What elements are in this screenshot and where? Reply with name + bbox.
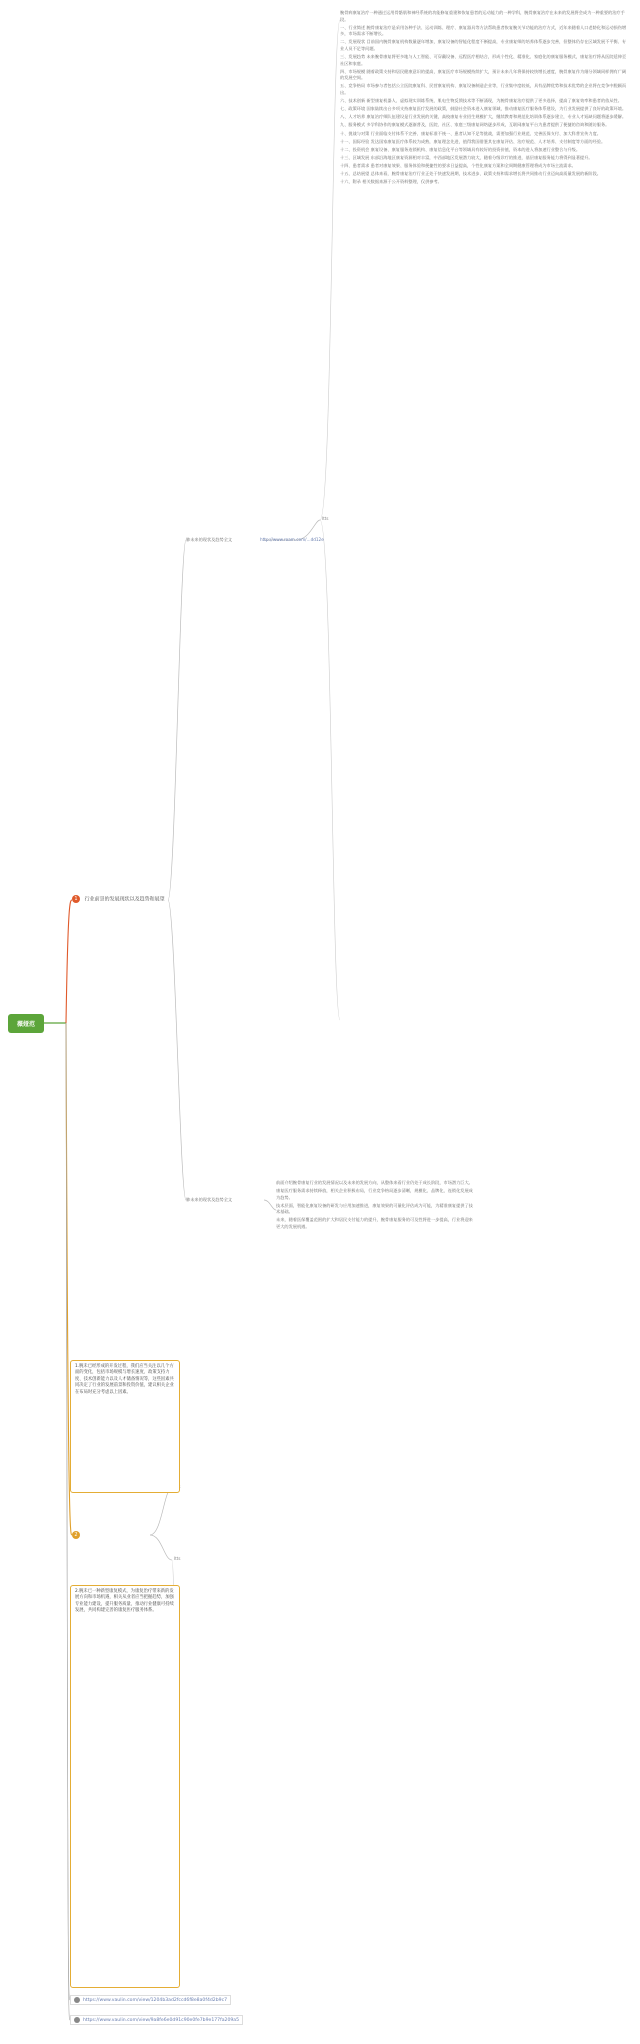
paragraph: 一、行业简述 腕骨康复治疗是采用各种手法、运动训练、理疗、康复器具等方法帮助患者恢复腕关节功能的治疗方式，近年来随着人口老龄化和运动损伤增多，市场需求不断增长。 [340,24,627,37]
paragraph: 七、政策环境 国家陆续出台多项支持康复医疗发展的政策，鼓励社会资本进入康复领域，推动康复医疗服务体系建设，为行业发展提供了良好的政策环境。 [340,106,627,112]
secondary-article-text [276,1180,476,1480]
paragraph: 十三、区域发展 东部沿海地区康复资源相对丰富，中西部地区发展潜力较大，随着分级诊疗的推进，基层康复服务能力将得到显著提升。 [340,154,593,160]
paragraph: 十五、总结展望 总体来看，腕骨康复治疗行业正处于快速发展期，技术进步、政策支持和需求增长将共同推动行业迈向高质量发展的新阶段。 [340,170,601,176]
number-badge-2: 2 [72,1531,80,1539]
paragraph: 十二、投资机会 康复设备、康复服务连锁机构、康复信息化平台等领域具有较好的投资价值，资本的进入将加速行业整合与升级。 [340,146,581,152]
tag-1: Itts [322,516,329,521]
note-box-1[interactable]: 1.腕未已经形成的开发过程，我们应当关注以几个方面的变化，包括市场规模与增长速度、政策支持力度、技术创新能力以及人才储备情况等，这些因素共同决定了行业的发展前景和投资价值，建议相关企业在布局时充分考虑以上因素。 [70,1360,180,1493]
number-badge-1: 1 [72,895,80,903]
paragraph: 八、人才培养 康复治疗师队伍建设是行业发展的关键，高校康复专业招生规模扩大，继续教育和规范化培训体系逐步建立，专业人才短缺问题将逐步缓解。 [340,114,627,120]
link-item-2-label: https://www.vaulin.com/view/9a8fe6e0d91c90e0fe7b9e177fa209a5 [83,2017,240,2023]
paragraph: 腕骨病康复治疗一种通过运用骨骼肌和神经系统的功能修复重建和恢复患者的运动能力的一种学科，腕骨康复治疗在未来的发展将会成为一种重要的治疗手段。 [340,10,625,22]
sub-topic-2[interactable]: 肺未来的现状及趋势全文 [186,1197,233,1202]
source-link[interactable]: http://www.roam.com/...dd12e [260,537,324,542]
paragraph: 三、发展趋势 未来腕骨康复将更多地与人工智能、可穿戴设备、远程医疗相结合，形成个性化、精准化、家庭化的康复服务模式，康复治疗将从医院延伸至社区和家庭。 [340,54,627,66]
link-icon [74,1997,80,2003]
tag-3: Itts [174,1556,181,1561]
paragraph: 十四、患者需求 患者对康复效果、服务体验和便捷性的要求日益提高，个性化康复方案和全周期健康管理将成为市场主流需求。 [340,162,576,168]
link-item-2[interactable] [70,2015,243,2025]
paragraph: 二、发展现状 目前国内腕骨康复机构数量逐年增加，康复设备的智能化程度不断提高，专业康复师的培养体系逐步完善，但整体仍存在区域发展不平衡、专业人员不足等问题。 [340,39,627,51]
paragraph: 前面介绍腕骨康复行业的发展情况以及未来的发展方向，从整体来看行业仍处于成长阶段，市场潜力巨大。 [276,1180,473,1185]
paragraph: 四、市场规模 随着政策支持和居民健康意识的提高，康复医疗市场规模持续扩大，预计未来几年将保持较快增长速度，腕骨康复作为细分领域同样拥有广阔的发展空间。 [340,68,627,81]
link-item-1[interactable] [70,1995,231,2005]
paragraph: 九、服务模式 多学科协作的康复模式逐渐普及，医院、社区、家庭三级康复网络逐步形成，互联网康复平台为患者提供了便捷的咨询和随访服务。 [340,122,610,128]
paragraph: 未来，随着医保覆盖范围的扩大和居民支付能力的提升，腕骨康复服务的可及性将进一步提高，行业将迎来更大的发展机遇。 [276,1217,473,1230]
paragraph: 康复医疗服务需求持续释放，相关企业积极布局，行业竞争格局逐步清晰，规模化、品牌化、连锁化发展成为趋势。 [276,1188,473,1200]
paragraph: 十、挑战与对策 行业面临支付体系不完善、康复标准不统一、患者认知不足等挑战，需要加强行业规范、完善医保支付、加大科普宣传力度。 [340,130,601,136]
link-item-1-label: https://www.vaulin.com/view/1204b3ad2fccd6f8e8a0f4d2b9c7 [83,1997,228,2003]
paragraph: 五、竞争格局 市场参与者包括公立医院康复科、民营康复机构、康复设备制造企业等，行业集中度较低，具有品牌优势和技术优势的企业将在竞争中脱颖而出。 [340,83,627,96]
branch-1[interactable] [72,895,165,903]
paragraph: 六、技术创新 新型康复机器人、虚拟现实训练系统、肌电生物反馈技术等不断涌现，为腕骨康复治疗提供了更多选择，提高了康复效率和患者的依从性。 [340,98,622,104]
sub-topic-1[interactable]: 肺未来的现状及趋势全文 [186,537,233,542]
branch-2[interactable] [72,1531,83,1539]
link-icon [74,2017,80,2023]
paragraph: 十六、附录 相关数据来源于公开资料整理，仅供参考。 [340,179,442,185]
note-box-2[interactable]: 2.腕未已一种新型康复模式，为康复治疗带来新的发展方向和市场机遇，相关从业者应当把握趋势，加强专业能力建设，提升服务质量，推动行业健康可持续发展，共同构建完善的康复医疗服务体系。 [70,1585,180,1988]
branch-1-label: 行业前景的发展现状以及趋势和展望 [84,896,165,903]
paragraph: 十一、国际经验 发达国家康复医疗体系较为成熟，康复理念先进，值得我国借鉴其在康复评估、治疗规范、人才培养、支付制度等方面的经验。 [340,138,606,144]
main-article-text [340,10,630,1050]
root-node[interactable]: 薇娅范 [8,1014,44,1033]
paragraph: 技术层面，智能化康复设备的研发与应用加速推进，康复效果的可量化评估成为可能，为精准康复提供了技术基础。 [276,1202,473,1215]
